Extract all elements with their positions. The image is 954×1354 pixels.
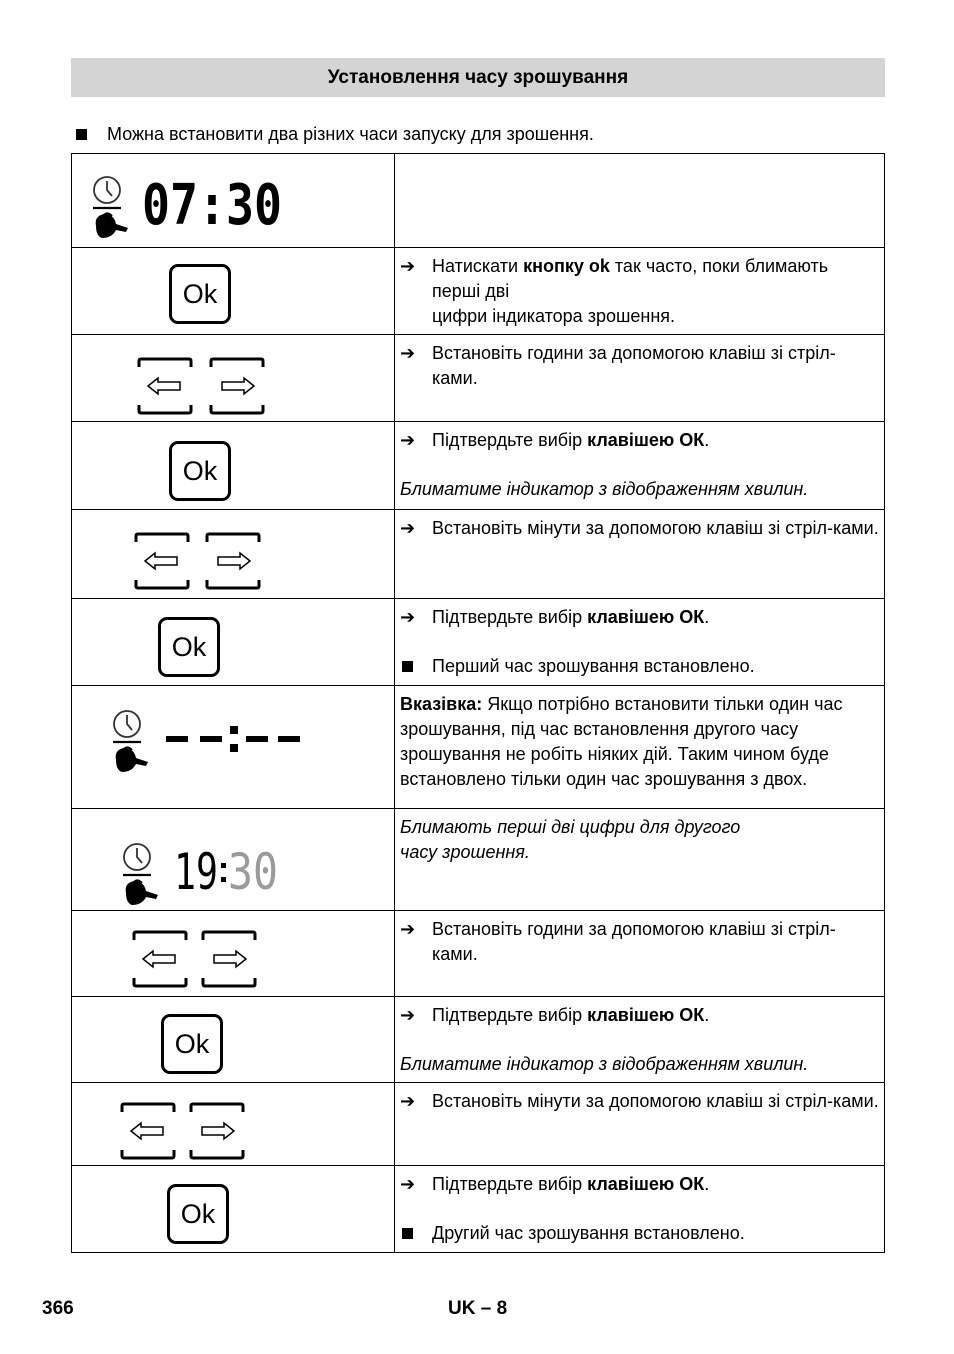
- table-row: [72, 997, 885, 1083]
- step-text-bold: клавішею ОК: [587, 430, 705, 450]
- step-text-post: .: [704, 430, 710, 450]
- ok-button-label: Ok: [182, 455, 218, 486]
- arrow-right-icon: ➔: [400, 607, 416, 627]
- step-text-bold: кнопку ok: [523, 256, 610, 276]
- section-title: Установлення часу зрошування: [327, 66, 629, 88]
- step-text: [395, 599, 885, 686]
- ok-button-label: Ok: [174, 1028, 210, 1059]
- arrow-right-icon: ➔: [400, 343, 416, 363]
- arrow-right-button[interactable]: [204, 532, 262, 590]
- step-text-body: Встановіть мінути за допомогою клавіш зі стріл-ками.: [432, 518, 879, 538]
- arrow-right-icon: ➔: [400, 919, 416, 939]
- ok-button[interactable]: [169, 264, 231, 324]
- step-text-pre: Підтвердьте вибір: [432, 430, 588, 450]
- step-text: [395, 1083, 885, 1166]
- table-row: [72, 422, 885, 510]
- arrow-left-button[interactable]: [131, 930, 189, 988]
- step-image: [72, 510, 395, 599]
- step-text-pre: Підтвердьте вибір: [432, 607, 588, 627]
- step-text: [395, 911, 885, 997]
- step-text: [395, 686, 885, 809]
- arrow-right-button[interactable]: [200, 930, 258, 988]
- arrow-right-button[interactable]: [188, 1102, 246, 1160]
- step-text: [395, 1166, 885, 1253]
- step-image: [72, 599, 395, 686]
- seven-segment-display: [174, 843, 284, 901]
- arrow-right-icon: ➔: [400, 1005, 416, 1025]
- step-text-pre: Підтвердьте вибір: [432, 1174, 588, 1194]
- arrow-right-icon: ➔: [400, 518, 416, 538]
- step-text-line2: цифри індикатора зрошення.: [432, 306, 676, 326]
- step-image: [72, 911, 395, 997]
- arrow-left-button[interactable]: [119, 1102, 177, 1160]
- step-note-line1: Блимають перші дві цифри для другого: [400, 817, 741, 837]
- step-text-body: Встановіть години за допомогою клавіш зі стріл-ками.: [432, 343, 836, 388]
- step-text: [395, 248, 885, 335]
- step-text-post: .: [704, 1174, 710, 1194]
- display-panel-second-time: [72, 809, 395, 911]
- clock-watering-icon: [90, 176, 130, 240]
- step-text-bold: клавішею ОК: [587, 607, 705, 627]
- page-number: 366: [42, 1298, 74, 1319]
- table-row: [72, 911, 885, 997]
- note-text: Якщо потрібно встановити тільки один час зрошування, під час встановлення другого часу зрошування не робіть ніяких дій. Таким чином буде встановлено тільки один час зрошування з двох.: [400, 694, 843, 789]
- square-bullet-icon: [402, 1228, 413, 1239]
- display-panel-first-time: [72, 154, 395, 248]
- step-image: [72, 248, 395, 335]
- note-label: Вказівка:: [400, 694, 483, 714]
- step-text: [395, 154, 885, 248]
- step-text-post: так часто, поки блимають перші дві: [432, 256, 829, 301]
- intro-text: Можна встановити два різних часи запуску для зрошення.: [107, 124, 594, 144]
- step-text-body: Встановіть години за допомогою клавіш зі стріл-ками.: [432, 919, 836, 964]
- section-page-label: UK – 8: [448, 1298, 508, 1319]
- step-text-post: .: [704, 1005, 710, 1025]
- ok-button[interactable]: [158, 617, 220, 677]
- step-note-line2: часу зрошення.: [400, 842, 530, 862]
- step-text-post: .: [704, 607, 710, 627]
- arrow-right-icon: ➔: [400, 430, 416, 450]
- display-hours-second: 19: [174, 843, 218, 901]
- step-text-pre: Натискати: [432, 256, 524, 276]
- step-image: [72, 997, 395, 1083]
- arrow-right-icon: ➔: [400, 256, 416, 276]
- step-text-body: Встановіть мінути за допомогою клавіш зі стріл-ками.: [432, 1091, 879, 1111]
- table-row: [72, 809, 885, 911]
- ok-button-label: Ok: [182, 278, 218, 309]
- ok-button[interactable]: [169, 441, 231, 501]
- table-row: [72, 686, 885, 809]
- step-text: [395, 422, 885, 510]
- clock-watering-icon: [110, 710, 150, 774]
- table-row: [72, 1083, 885, 1166]
- table-row: [72, 335, 885, 422]
- table-row: [72, 248, 885, 335]
- step-text: [395, 510, 885, 599]
- display-minutes-second: 30: [228, 843, 278, 901]
- step-image: [72, 1083, 395, 1166]
- step-text: [395, 809, 885, 911]
- table-row: [72, 599, 885, 686]
- ok-button[interactable]: [167, 1184, 229, 1244]
- table-row: [72, 154, 885, 248]
- ok-button-label: Ok: [180, 1198, 216, 1229]
- arrow-right-icon: ➔: [400, 1174, 416, 1194]
- arrow-right-button[interactable]: [208, 357, 266, 415]
- step-image: [72, 422, 395, 510]
- step-note: Блиматиме індикатор з відображенням хвилин.: [400, 1054, 809, 1074]
- arrow-left-button[interactable]: [133, 532, 191, 590]
- step-text-bold: клавішею ОК: [587, 1174, 705, 1194]
- seven-segment-display: [142, 173, 292, 238]
- intro-bullet: [76, 124, 594, 145]
- display-panel-dashes: [72, 686, 395, 809]
- step-result: Другий час зрошування встановлено.: [432, 1223, 745, 1243]
- step-text: [395, 997, 885, 1083]
- step-text-bold: клавішею ОК: [587, 1005, 705, 1025]
- step-text: [395, 335, 885, 422]
- arrow-right-icon: ➔: [400, 1091, 416, 1111]
- step-image: [72, 335, 395, 422]
- dashed-display-icon: [166, 724, 302, 754]
- clock-watering-icon: [120, 843, 160, 907]
- step-note: Блиматиме індикатор з відображенням хвилин.: [400, 479, 809, 499]
- square-bullet-icon: [402, 661, 413, 672]
- step-image: [72, 1166, 395, 1253]
- ok-button-label: Ok: [171, 631, 207, 662]
- step-text-pre: Підтвердьте вибір: [432, 1005, 588, 1025]
- step-result: Перший час зрошування встановлено.: [432, 656, 755, 676]
- square-bullet-icon: [76, 129, 87, 140]
- steps-table: [71, 153, 885, 1253]
- table-row: [72, 510, 885, 599]
- section-title-bar: [71, 58, 885, 97]
- arrow-left-button[interactable]: [136, 357, 194, 415]
- display-time-first: 07:30: [142, 173, 282, 238]
- table-row: [72, 1166, 885, 1253]
- ok-button[interactable]: [161, 1014, 223, 1074]
